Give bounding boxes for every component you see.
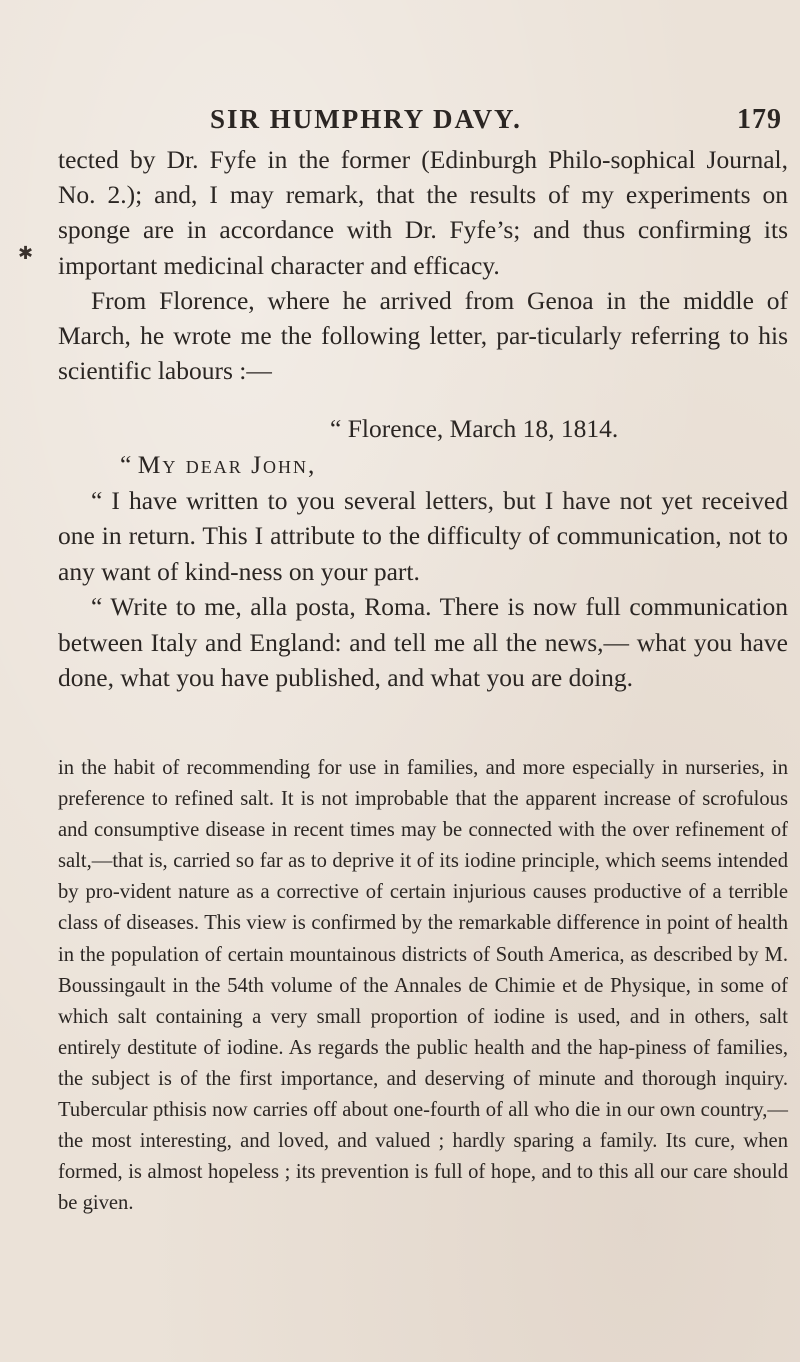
- letter-paragraph-2: “ Write to me, alla posta, Roma. There is now full communication between Italy and England: and tell me all the news,— what you have done, what you have published, and what you are doing.: [58, 592, 788, 692]
- letter-block: [58, 447, 788, 696]
- main-text-block: [58, 142, 788, 388]
- page-number: 179: [737, 104, 782, 135]
- salutation-quote: “: [120, 450, 132, 479]
- running-head: [0, 104, 800, 140]
- main-paragraph-1: tected by Dr. Fyfe in the former (Edinburgh Philo-sophical Journal, No. 2.); and, I may remark, that the results of my experiments on sponge are in accordance with Dr. Fyfe’s; and thus confirming its important medicinal character and efficacy.: [58, 145, 788, 280]
- footnote-text: in the habit of recommending for use in families, and more especially in nurseries, in preference to refined salt. It is not improbable that the apparent increase of scrofulous and consumptive disease in recent times may be connected with the over refinement of salt,—that is, carried so far as to deprive it of its iodine principle, which seems intended by pro-vident nature as a corrective of certain injurious causes productive of a terrible class of diseases. This view is confirmed by the remarkable difference in point of health in the population of certain mountainous districts of South America, as described by M. Boussingault in the 54th volume of the Annales de Chimie et de Physique, in some of which salt containing a very small proportion of iodine is used, and in others, salt entirely destitute of iodine. As regards the public health and the hap-piness of families, the subject is of the first importance, and deserving of minute and thorough inquiry. Tubercular pthisis now carries off about one-fourth of all who die in our own country,— the most interesting, and loved, and valued ; hardly sparing a family. Its cure, when formed, is almost hopeless ; its prevention is full of hope, and to this all our care should be given.: [58, 757, 788, 1215]
- salutation-text: My dear John,: [137, 450, 317, 479]
- main-paragraph-2: From Florence, where he arrived from Genoa in the middle of March, he wrote me the following letter, par-ticularly referring to his scientific labours :—: [58, 285, 788, 386]
- running-title: SIR HUMPHRY DAVY.: [210, 104, 522, 134]
- letter-salutation: [120, 447, 788, 483]
- letter-paragraph-1: “ I have written to you several letters, but I have not yet received one in return. This I attribute to the difficulty of communication, not to any want of kind-ness on your part.: [58, 485, 788, 586]
- letter-dateline: “ Florence, March 18, 1814.: [330, 414, 619, 443]
- footnote-block: [58, 753, 788, 1219]
- margin-mark-icon: ✱: [18, 243, 34, 263]
